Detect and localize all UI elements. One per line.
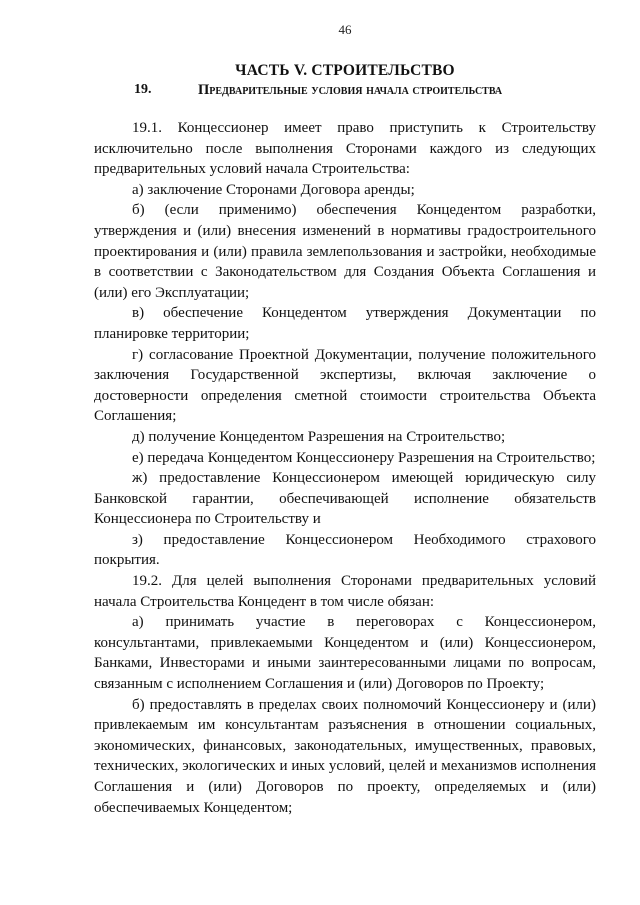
paragraph-item-g: г) согласование Проектной Документации, получение положительного заключения Государственной экспертизы, включая заключение о достоверности определения сметной стоимости строительства Объекта Соглашения; [94,346,596,425]
paragraph-19-1: 19.1. Концессионер имеет право приступить к Строительству исключительно после выполнения Сторонами каждого из следующих предварительных условий начала Строительства: [94,120,596,178]
paragraph-19-2: 19.2. Для целей выполнения Сторонами предварительных условий начала Строительства Концедент в том числе обязан: [94,573,596,610]
paragraph-item-b: б) (если применимо) обеспечения Концедентом разработки, утверждения и (или) внесения изменений в нормативы градостроительного проектирования и (или) правила землепользования и застройки, необходимые в соответствии с Законодательством для Создания Объекта Соглашения и (или) его Эксплуатации; [94,202,596,301]
page-number: 46 [338,22,352,37]
part-title: ЧАСТЬ V. СТРОИТЕЛЬСТВО [235,62,455,79]
paragraph-item-z: з) предоставление Концессионером Необходимого страхового покрытия. [94,531,596,569]
section-number: 19. [134,82,152,97]
section-title: Предварительные условия начала строительства [198,82,503,98]
paragraph-item-v: в) обеспечение Концедентом утверждения Документации по планировке территории; [94,305,596,342]
body-text [94,118,596,818]
paragraph-19-2-item-b: б) предоставлять в пределах своих полномочий Концессионеру и (или) привлекаемым им консультантам разъяснения в отношении социальных, экономических, финансовых, законодательных, имущественных, правовых, технических, экологических и иных условий, целей и механизмов исполнения Соглашения и (или) Договоров по проекту, определяемых и (или) обеспечиваемых Концедентом; [94,696,596,816]
paragraph-item-zh: ж) предоставление Концессионером имеющей юридическую силу Банковской гарантии, обеспечивающей исполнение обязательств Концессионера по Строительству и [94,470,596,528]
paragraph-19-2-item-a: а) принимать участие в переговорах с Концессионером, консультантами, привлекаемыми Концедентом и (или) Концессионером, Банками, Инвесторами и иными заинтересованными лицами по вопросам, связанным с исполнением Соглашения и (или) Договоров по Проекту; [94,614,596,693]
paragraph-item-a: а) заключение Сторонами Договора аренды; [132,181,415,198]
paragraph-item-d: д) получение Концедентом Разрешения на Строительство; [132,428,506,445]
paragraph-item-e: е) передача Концедентом Концессионеру Разрешения на Строительство; [132,449,596,466]
